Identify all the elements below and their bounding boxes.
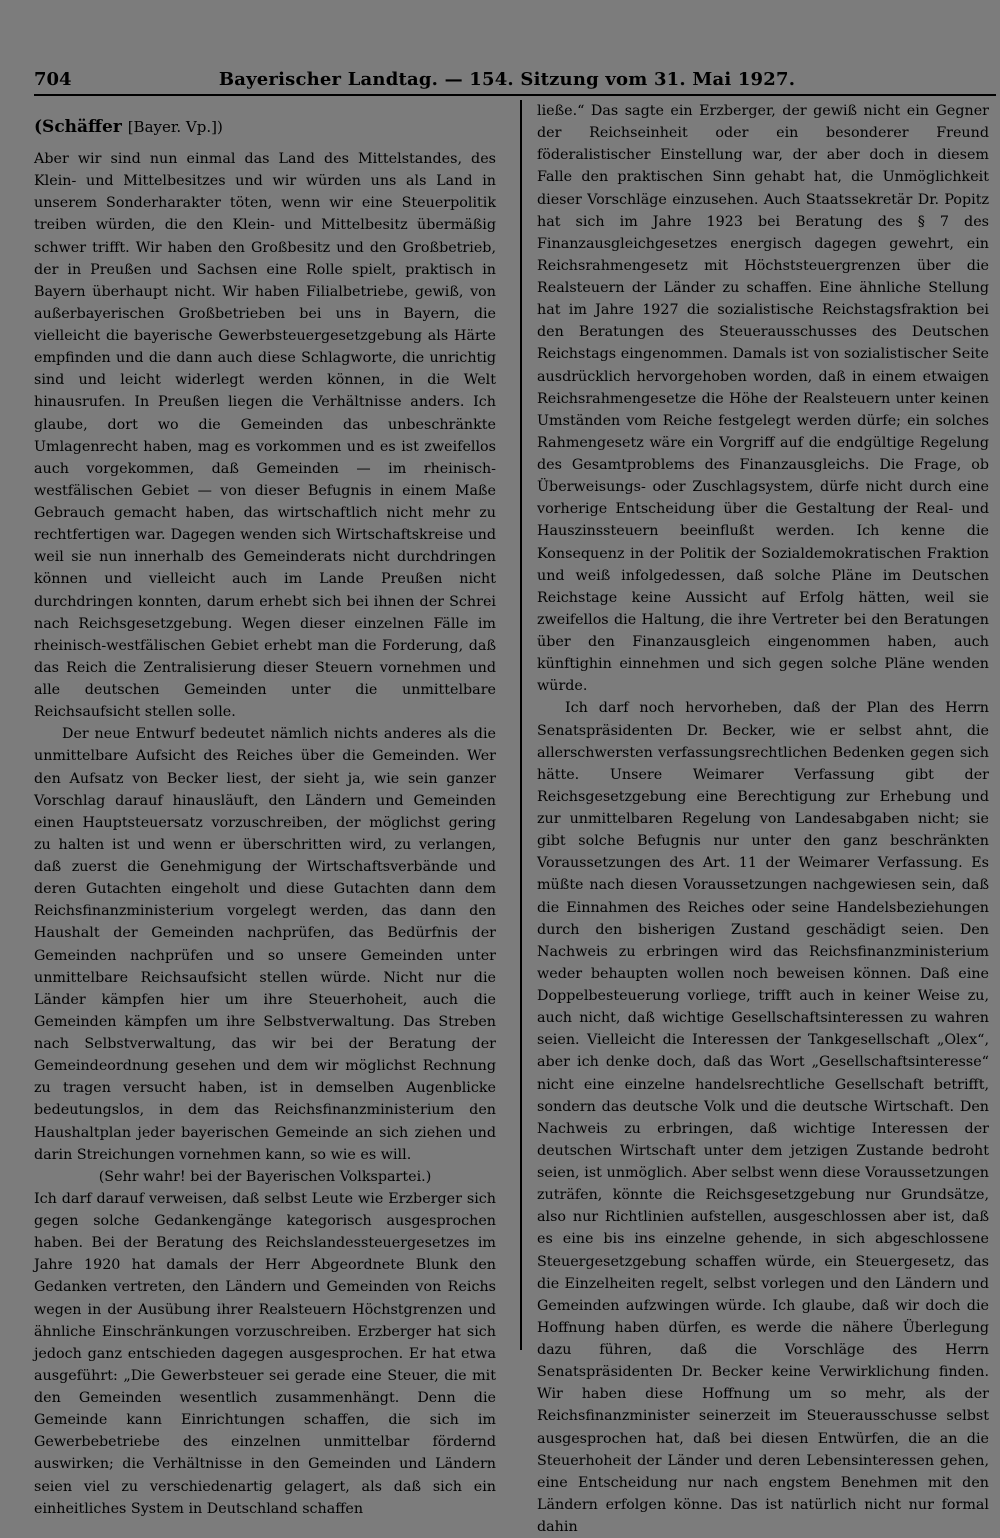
column-divider bbox=[520, 100, 522, 1350]
speaker-heading bbox=[34, 114, 496, 140]
right-column bbox=[537, 100, 989, 1538]
paragraph: Ich darf noch hervorheben, daß der Plan des Herrn Senatspräsidenten Dr. Becker, wie er selbst ahnt, die allerschwersten verfassungsrechtlichen Bedenken gegen sich hätte. Unsere Weimarer Verfassung gibt der Reichsgesetzgebung eine Berechtigung zur Erhebung und zur unmittelbaren Regelung von Landesabgaben nicht; sie gibt solche Befugnis nur unter den ganz beschränkten Voraussetzungen des Art. 11 der Weimarer Verfassung. Es müßte nach diesen Voraussetzungen nachgewiesen sein, daß die Einnahmen des Reiches oder seine Handelsbeziehungen durch den bisherigen Zustand geschädigt seien. Den Nachweis zu erbringen wird das Reichsfinanzministerium weder behaupten wollen noch beweisen können. Daß eine Doppelbesteuerung vorliege, trifft auch in keiner Weise zu, auch nicht, daß wichtige Gesellschaftsinteressen zu wahren seien. Vielleicht die Interessen der Tankgesellschaft „Olex“, aber ich denke doch, daß das Wort „Gesellschaftsinteresse“ nicht eine einzelne handelsrechtliche Gesellschaft betrifft, sondern das deutsche Volk und die deutsche Wirtschaft. Den Nachweis zu erbringen, daß wichtige Interessen der deutschen Wirtschaft unter dem jetzigen Zustande bedroht seien, ist unmöglich. Aber selbst wenn diese Voraussetzungen zuträfen, könnte die Reichsgesetzgebung nur Grundsätze, also nur Richtlinien aufstellen, ausgeschlossen aber ist, daß es eine bis ins einzelne gehende, in sich abgeschlossene Steuergesetzgebung schaffen würde, ein Steuergesetz, das die Einzelheiten regelt, selbst vorlegen und den Ländern und Gemeinden aufzwingen würde. Ich glaube, daß wir doch die Hoffnung haben dürfen, es werde die nähere Überlegung dazu führen, daß die Vorschläge des Herrn Senatspräsidenten Dr. Becker keine Verwirklichung finden. Wir haben diese Hoffnung um so mehr, als der Reichsfinanzminister seinerzeit im Steuerausschusse selbst ausgesprochen hat, daß bei diesen Entwürfen, die an die Steuerhoheit der Länder und deren Lebensinteressen gehen, eine Entscheidung nur nach engstem Benehmen mit den Ländern erfolgen könne. Das ist natürlich nicht nur formal dahin bbox=[537, 700, 989, 1535]
left-column bbox=[34, 100, 496, 1520]
speaker-name: (Schäffer bbox=[34, 117, 122, 137]
interjection: (Sehr wahr! bei der Bayerischen Volkspartei.) bbox=[98, 1168, 432, 1185]
speaker-party: [Bayer. Vp.]) bbox=[127, 118, 223, 136]
header-rule bbox=[34, 94, 996, 96]
page-header bbox=[34, 66, 980, 94]
paragraph: Der neue Entwurf bedeutet nämlich nichts anderes als die unmittelbare Aufsicht des Reiches über die Gemeinden. Wer den Aufsatz von Becker liest, der sieht ja, wie sein ganzer Vorschlag darauf hinausläuft, den Ländern und Gemeinden einen Hauptsteuersatz vorzuschreiben, der möglichst gering zu halten ist und wenn er überschritten wird, zu verlangen, daß zuerst die Genehmigung der Wirtschaftsverbände und deren Gutachten eingeholt und diese Gutachten dann dem Reichsfinanzministerium vorgelegt werden, das dann den Haushalt der Gemeinden nachprüfen, das Bedürfnis der Gemeinden nachprüfen und so unsere Gemeinden unter unmittelbare Reichsaufsicht stellen würde. Nicht nur die Länder kämpfen hier um ihre Steuerhoheit, auch die Gemeinden kämpfen um ihre Selbstverwaltung. Das Streben nach Selbstverwaltung, das wir bei der Beratung der Gemeindeordnung gesehen und dem wir möglichst Rechnung zu tragen versucht haben, ist in demselben Augenblicke bedeutungslos, in dem das Reichsfinanzministerium den Haushaltplan jeder bayerischen Gemeinde an sich ziehen und darin Streichungen vornehmen kann, so wie es will. bbox=[34, 726, 496, 1163]
page-number: 704 bbox=[34, 69, 72, 90]
paragraph: Aber wir sind nun einmal das Land des Mittelstandes, des Klein- und Mittelbesitzes und wir würden uns als Land in unserem Sonderharakter töten, wenn wir eine Steuerpolitik treiben würden, die den Klein- und Mittelbesitz übermäßig schwer trifft. Wir haben den Großbesitz und den Großbetrieb, der in Preußen und Sachsen eine Rolle spielt, praktisch in Bayern überhaupt nicht. Wir haben Filialbetriebe, gewiß, von außerbayerischen Großbetrieben bei uns in Bayern, die vielleicht die bayerische Gewerbsteuergesetzgebung als Härte empfinden und die dann auch diese Schlagworte, die unrichtig sind und leicht widerlegt werden können, in die Welt hinausrufen. In Preußen liegen die Verhältnisse anders. Ich glaube, dort wo die Gemeinden das unbeschränkte Umlagenrecht haben, mag es vorkommen und es ist zweifellos auch vorgekommen, daß Gemeinden — im rheinisch-westfälischen Gebiet — von dieser Befugnis in einem Maße Gebrauch gemacht haben, das wirtschaftlich nicht mehr zu rechtfertigen war. Dagegen wenden sich Wirtschaftskreise und weil sie nun innerhalb des Gemeinderats nicht durchdringen können und vielleicht auch im Lande Preußen nicht durchdringen konnten, darum erhebt sich bei ihnen der Schrei nach Reichsgesetzgebung. Wegen dieser einzelnen Fälle im rheinisch-westfälischen Gebiet erhebt man die Forderung, daß das Reich die Zentralisierung dieser Steuern vornehmen und alle deutschen Gemeinden unter die unmittelbare Reichsaufsicht stellen solle. bbox=[34, 151, 496, 721]
paragraph: Ich darf darauf verweisen, daß selbst Leute wie Erzberger sich gegen solche Gedankengänge kategorisch ausgesprochen haben. Bei der Beratung des Reichslandessteuergesetzes im Jahre 1920 hat damals der Herr Abgeordnete Blunk den Gedanken vertreten, den Ländern und Gemeinden von Reichs wegen in der Ausübung ihrer Realsteuern Höchstgrenzen und ähnliche Einschränkungen vorzuschreiben. Erzberger hat sich jedoch ganz entschieden dagegen ausgesprochen. Er hat etwa ausgeführt: „Die Gewerbsteuer sei gerade eine Steuer, die mit den Gemeinden wesentlich zusammenhängt. Denn die Gemeinde kann Einrichtungen schaffen, die sich im Gewerbebetriebe des einzelnen unmittelbar fördernd auswirken; die Verhältnisse in den Gemeinden und Ländern seien viel zu verschiedenartig gelagert, als daß sich ein einheitliches System in Deutschland schaffen bbox=[34, 1190, 496, 1517]
page-title: Bayerischer Landtag. — 154. Sitzung vom 31. Mai 1927. bbox=[218, 69, 796, 90]
paragraph: ließe.“ Das sagte ein Erzberger, der gewiß nicht ein Gegner der Reichseinheit oder ein besonderer Freund föderalistischer Einstellung war, der aber doch in diesem Falle den praktischen Sinn gehabt hat, die Unmöglichkeit dieser Vorschläge einzusehen. Auch Staatssekretär Dr. Popitz hat sich im Jahre 1923 bei Beratung des § 7 des Finanzausgleichgesetzes energisch dagegen gewehrt, ein Reichsrahmengesetz mit Höchststeuergrenzen über die Realsteuern der Länder zu schaffen. Eine ähnliche Stellung hat im Jahre 1927 die sozialistische Reichstagsfraktion bei den Beratungen des Steuerausschusses des Deutschen Reichstags eingenommen. Damals ist von sozialistischer Seite ausdrücklich hervorgehoben worden, daß in einem etwaigen Reichsrahmengesetze die Höhe der Realsteuern unter keinen Umständen vom Reiche festgelegt werden dürfe; ein solches Rahmengesetz wäre ein Vorgriff auf die endgültige Regelung des Gesamtproblems des Finanzausgleichs. Die Frage, ob Überweisungs- oder Zuschlagsystem, dürfe nicht durch eine vorherige Entscheidung über die Gestaltung der Real- und Hauszinssteuern beeinflußt werden. Ich kenne die Konsequenz in der Politik der Sozialdemokratischen Fraktion und weiß infolgedessen, daß solche Pläne im Deutschen Reichstage keine Aussicht auf Erfolg hätten, weil sie zweifellos die Haltung, die ihre Vertreter bei den Beratungen über den Finanzausgleich eingenommen haben, auch künftighin einnehmen und sich gegen solche Pläne wenden würde. bbox=[537, 103, 989, 695]
